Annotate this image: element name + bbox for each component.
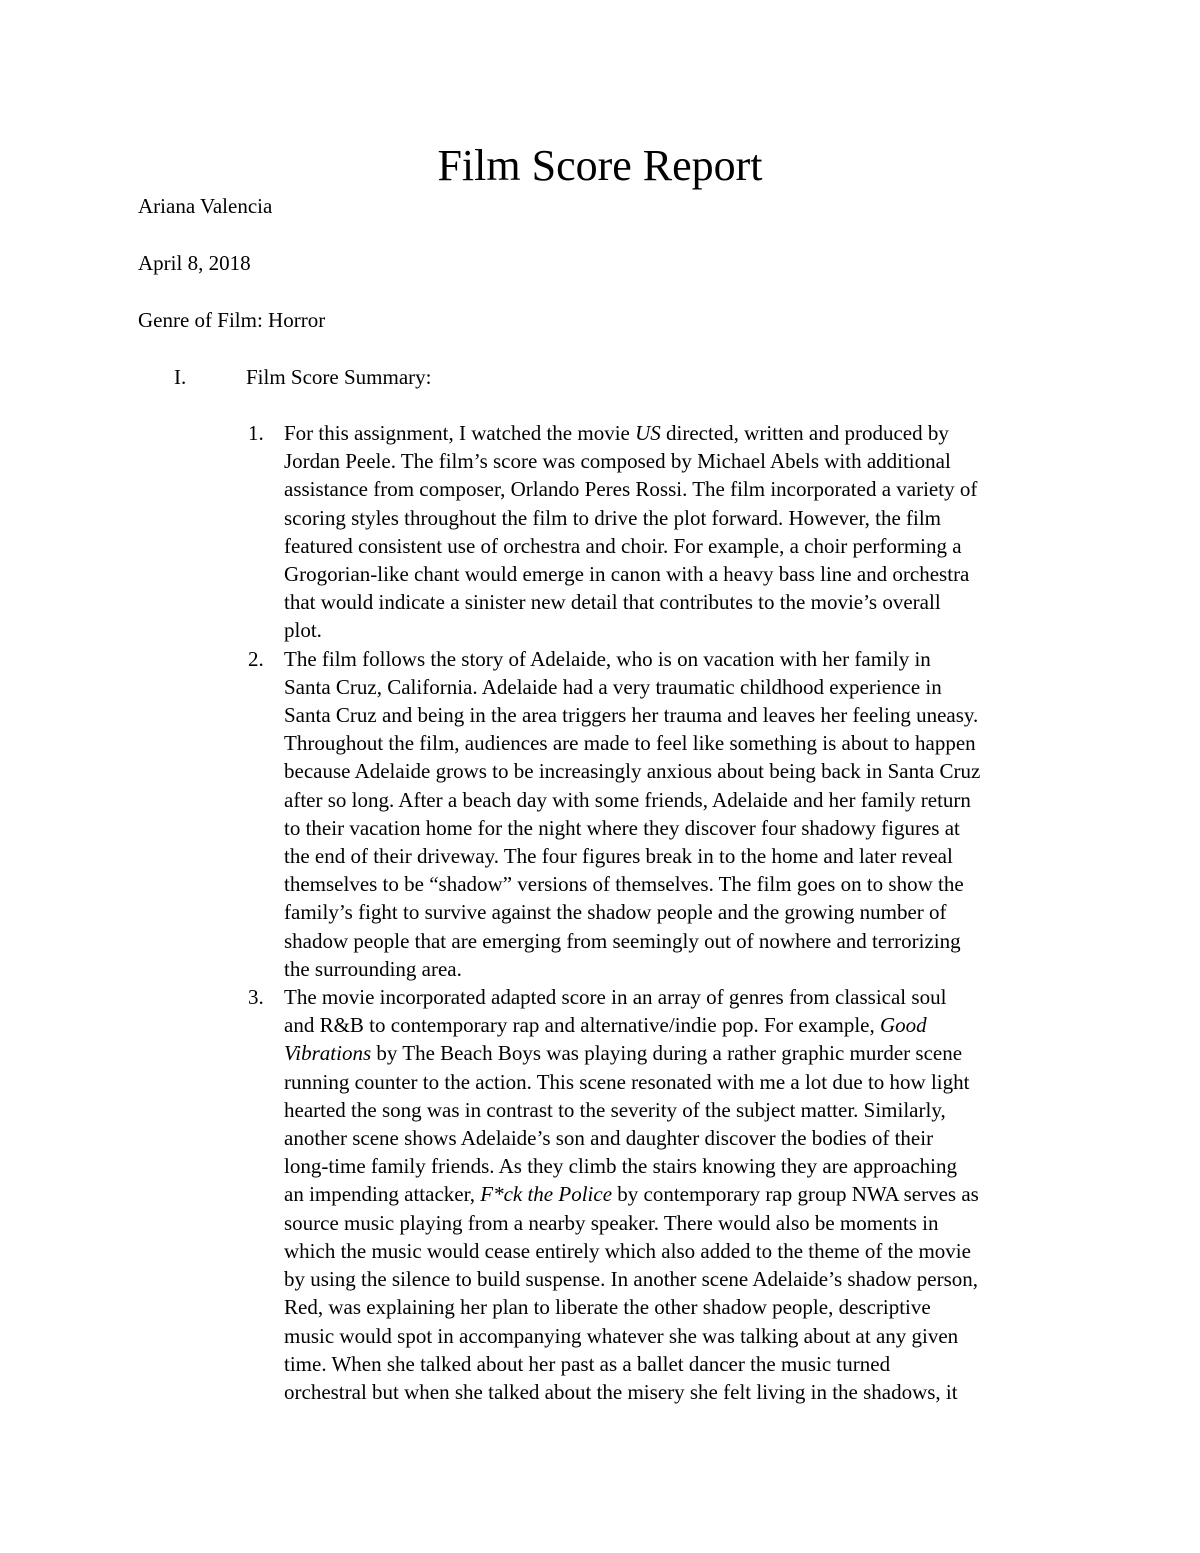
body-text: assistance from composer, Orlando Peres Rossi. The film incorporated a variety of [284,477,978,502]
body-text: Throughout the film, audiences are made to feel like something is about to happen [284,731,976,756]
body-text: Grogorian-like chant would emerge in canon with a heavy bass line and orchestra [284,562,970,587]
paragraph-line [284,504,1084,532]
paragraph-line [284,560,1084,588]
paragraph-line [284,588,1084,616]
body-text: Jordan Peele. The film’s score was composed by Michael Abels with additional [284,449,951,474]
body-text: to their vacation home for the night where they discover four shadowy figures at [284,815,960,840]
body-text: after so long. After a beach day with some friends, Adelaide and her family return [284,787,971,812]
paragraph-line [284,1039,1084,1067]
body-text: another scene shows Adelaide’s son and daughter discover the bodies of their [284,1126,934,1151]
document-date: April 8, 2018 [138,251,251,275]
paragraph-line [284,955,1084,983]
paragraph-line [284,475,1084,503]
section-number: I. [174,365,187,389]
body-text: The movie incorporated adapted score in an array of genres from classical soul [284,985,947,1010]
paragraph-line [284,645,1084,673]
document-title: Film Score Report [437,141,763,190]
list-item-number: 2. [248,646,264,671]
paragraph-line [284,1350,1084,1378]
paragraph-line [284,1180,1084,1208]
list-item [248,983,1084,1406]
paragraph-line [284,616,1084,644]
paragraph-line [284,927,1084,955]
list-item-number: 3. [248,985,264,1010]
body-text: time. When she talked about her past as a ballet dancer the music turned [284,1351,891,1376]
italic-title-text: US [635,421,661,445]
body-text: For this assignment, I watched the movie [284,421,636,445]
body-text: because Adelaide grows to be increasingly anxious about being back in Santa Cruz [284,759,981,784]
paragraph-line [284,729,1084,757]
body-text: an impending attacker, [284,1182,481,1207]
body-text: by contemporary rap group NWA serves as [612,1182,979,1207]
paragraph-line [284,757,1084,785]
body-text: the end of their driveway. The four figures break in to the home and later reveal [284,844,953,869]
italic-title-text: Good [880,1013,927,1038]
body-text: shadow people that are emerging from seemingly out of nowhere and terrorizing [284,928,961,953]
author-name: Ariana Valencia [138,194,273,218]
paragraph-line [284,1378,1084,1406]
italic-title-text: Vibrations [284,1041,372,1066]
body-text: orchestral but when she talked about the misery she felt living in the shadows, it [284,1379,958,1404]
body-text: Red, was explaining her plan to liberate the other shadow people, descriptive [284,1295,931,1320]
summary-list [248,419,1084,1406]
body-text: source music playing from a nearby speaker. There would also be moments in [284,1210,939,1235]
body-text: Santa Cruz, California. Adelaide had a very traumatic childhood experience in [284,674,942,699]
list-item-number: 1. [248,421,264,445]
body-text: The film follows the story of Adelaide, who is on vacation with her family in [284,646,931,671]
body-text: scoring styles throughout the film to drive the plot forward. However, the film [284,505,942,530]
paragraph-line [284,786,1084,814]
paragraph-line [284,532,1084,560]
paragraph-line [284,842,1084,870]
paragraph-line [284,419,1084,447]
body-text: by The Beach Boys was playing during a rather graphic murder scene [371,1041,963,1066]
body-text: by using the silence to build suspense. In another scene Adelaide’s shadow person, [284,1267,979,1292]
paragraph-line [284,1293,1084,1321]
section-title: Film Score Summary: [246,365,432,389]
paragraph-line [284,447,1084,475]
list-item [248,419,1084,645]
body-text: the surrounding area. [284,956,462,981]
paragraph-line [284,1096,1084,1124]
body-text: which the music would cease entirely which also added to the theme of the movie [284,1238,971,1263]
body-text: hearted the song was in contrast to the severity of the subject matter. Similarly, [284,1097,946,1122]
paragraph-line [284,1265,1084,1293]
film-genre: Genre of Film: Horror [138,308,326,332]
body-text: that would indicate a sinister new detail that contributes to the movie’s overall [284,590,941,615]
paragraph-line [284,1152,1084,1180]
body-text: plot. [284,618,322,643]
paragraph-line [284,1237,1084,1265]
body-text: long-time family friends. As they climb the stairs knowing they are approaching [284,1154,958,1179]
body-text: music would spot in accompanying whatever she was talking about at any given [284,1323,959,1348]
body-text: running counter to the action. This scene resonated with me a lot due to how light [284,1069,970,1094]
body-text: featured consistent use of orchestra and choir. For example, a choir performing a [284,533,962,558]
paragraph-line [284,701,1084,729]
body-text: and R&B to contemporary rap and alternative/indie pop. For example, [284,1013,880,1038]
body-text: directed, written and produced by [660,421,949,445]
paragraph-line [284,983,1084,1011]
italic-title-text: F*ck the Police [480,1182,613,1207]
body-text: themselves to be “shadow” versions of themselves. The film goes on to show the [284,872,964,897]
body-text: Santa Cruz and being in the area triggers her trauma and leaves her feeling uneasy. [284,703,979,728]
list-item [248,645,1084,983]
paragraph-line [284,898,1084,926]
paragraph-line [284,1322,1084,1350]
paragraph-line [284,1011,1084,1039]
paragraph-line [284,1209,1084,1237]
paragraph-line [284,1124,1084,1152]
paragraph-line [284,870,1084,898]
paragraph-line [284,1068,1084,1096]
paragraph-line [284,814,1084,842]
paragraph-line [284,673,1084,701]
body-text: family’s fight to survive against the shadow people and the growing number of [284,900,947,925]
